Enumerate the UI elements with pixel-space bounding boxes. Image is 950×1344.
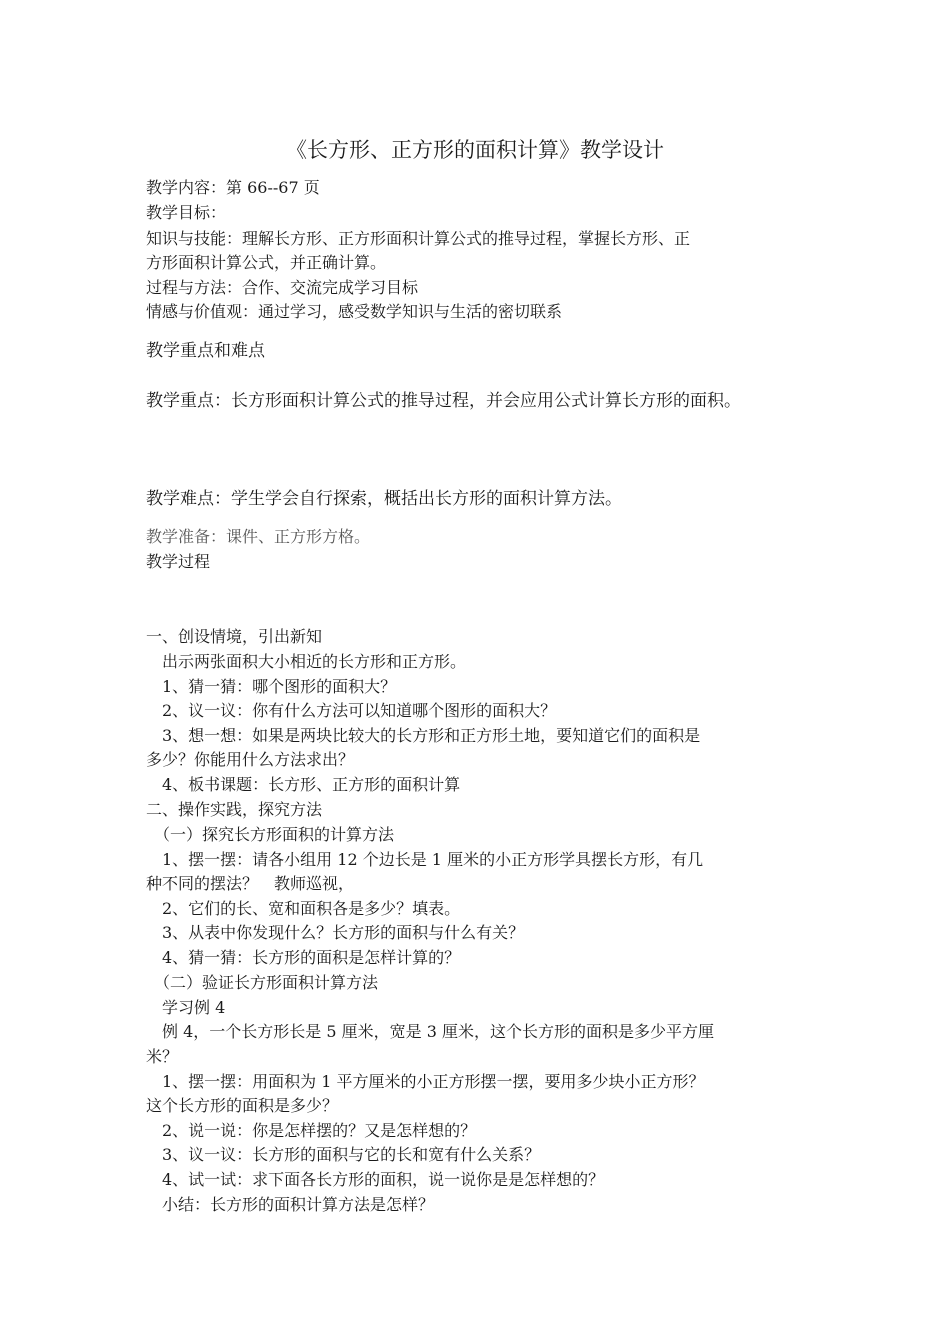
subsection-one-heading: （一）探究长方形面积的计算方法 [146, 825, 395, 844]
line-discuss: 2、议一议：你有什么方法可以知道哪个图形的面积大？ [146, 701, 557, 720]
line-guess: 1、猜一猜：哪个图形的面积大？ [146, 677, 397, 696]
line-arrange-cont: 种不同的摆法？ 教师巡视， [146, 874, 355, 893]
line-learn-example: 学习例 4 [146, 998, 226, 1017]
line-think: 3、想一想：如果是两块比较大的长方形和正方形土地，要知道它们的面积是 [146, 726, 701, 745]
line-summary: 小结：长方形的面积计算方法是怎样？ [146, 1195, 435, 1214]
section-one-heading: 一、创设情境，引出新知 [146, 627, 323, 646]
line-example-four-cont: 米？ [146, 1047, 179, 1066]
subsection-two-heading: （二）验证长方形面积计算方法 [146, 973, 379, 992]
line-arrange: 1、摆一摆：请各小组用 12 个边长是 1 厘米的小正方形学具摆长方形，有几 [146, 850, 704, 869]
line-process-method: 过程与方法：合作、交流完成学习目标 [146, 278, 419, 297]
line-example-four: 例 4，一个长方形长是 5 厘米，宽是 3 厘米，这个长方形的面积是多少平方厘 [146, 1022, 714, 1041]
line-guess-formula: 4、猜一猜：长方形的面积是怎样计算的？ [146, 948, 461, 967]
line-knowledge-skill: 知识与技能：理解长方形、正方形面积计算公式的推导过程，掌握长方形、正 [146, 229, 691, 248]
line-content-pages: 教学内容：第 66--67 页 [146, 178, 320, 197]
line-fill-table: 2、它们的长、宽和面积各是多少？填表。 [146, 899, 461, 918]
line-emotion-values: 情感与价值观：通过学习，感受数学知识与生活的密切联系 [146, 302, 563, 321]
line-try: 4、试一试：求下面各长方形的面积，说一说你是是怎样想的？ [146, 1170, 605, 1189]
line-process-heading: 教学过程 [146, 552, 211, 571]
line-think-cont: 多少？你能用什么方法求出？ [146, 750, 355, 769]
line-discover: 3、从表中你发现什么？长方形的面积与什么有关？ [146, 923, 525, 942]
section-two-heading: 二、操作实践，探究方法 [146, 800, 323, 819]
document-title: 《长方形、正方形的面积计算》教学设计 [286, 138, 664, 162]
line-arrange-squares: 1、摆一摆：用面积为 1 平方厘米的小正方形摆一摆，要用多少块小正方形？ [146, 1072, 705, 1091]
line-key-difficult-heading: 教学重点和难点 [146, 341, 265, 361]
line-explain: 2、说一说：你是怎样摆的？又是怎样想的？ [146, 1121, 477, 1140]
line-preparation: 教学准备：课件、正方形方格。 [146, 527, 371, 546]
line-show-shapes: 出示两张面积大小相近的长方形和正方形。 [146, 652, 467, 671]
line-board-topic: 4、板书课题：长方形、正方形的面积计算 [146, 775, 461, 794]
line-difficult-point: 教学难点：学生学会自行探索，概括出长方形的面积计算方法。 [146, 489, 622, 509]
line-knowledge-skill-cont: 方形面积计算公式，并正确计算。 [146, 253, 387, 272]
line-discuss-relation: 3、议一议：长方形的面积与它的长和宽有什么关系？ [146, 1145, 541, 1164]
line-objectives-heading: 教学目标： [146, 203, 227, 222]
line-arrange-squares-cont: 这个长方形的面积是多少？ [146, 1096, 339, 1115]
line-key-point: 教学重点：长方形面积计算公式的推导过程，并会应用公式计算长方形的面积。 [146, 391, 741, 411]
